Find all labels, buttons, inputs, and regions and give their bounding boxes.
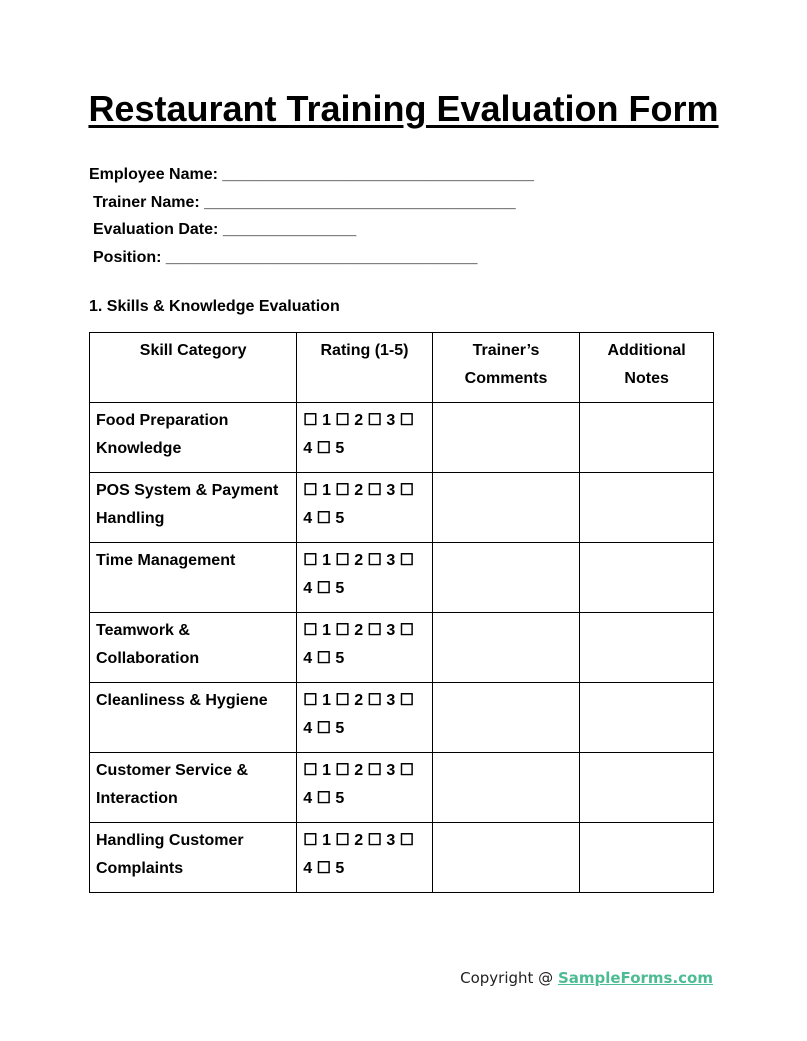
additional-notes-cell[interactable] [580, 543, 714, 613]
additional-notes-cell[interactable] [580, 613, 714, 683]
sampleforms-link[interactable]: SampleForms.com [557, 969, 713, 987]
additional-notes-cell[interactable] [580, 753, 714, 823]
header-trainer-comments: Trainer’s Comments [432, 333, 580, 403]
rating-options-cell[interactable]: ☐ 1 ☐ 2 ☐ 3 ☐ 4 ☐ 5 [297, 683, 432, 753]
skill-category-cell: Teamwork & Collaboration [90, 613, 297, 683]
trainer-comments-cell[interactable] [432, 403, 580, 473]
rating-options-cell[interactable]: ☐ 1 ☐ 2 ☐ 3 ☐ 4 ☐ 5 [297, 613, 432, 683]
header-rating: Rating (1-5) [297, 333, 432, 403]
rating-options-cell[interactable]: ☐ 1 ☐ 2 ☐ 3 ☐ 4 ☐ 5 [297, 823, 432, 893]
trainer-comments-cell[interactable] [432, 823, 580, 893]
field-line: ___________________________________ [204, 193, 516, 211]
table-row [90, 753, 714, 823]
field-label: Evaluation Date: [93, 221, 219, 238]
trainer-comments-cell[interactable] [432, 613, 580, 683]
rating-options-cell[interactable]: ☐ 1 ☐ 2 ☐ 3 ☐ 4 ☐ 5 [297, 543, 432, 613]
header-skill-category: Skill Category [90, 333, 297, 403]
trainer-comments-cell[interactable] [432, 683, 580, 753]
table-header-row [90, 333, 714, 403]
skill-category-cell: Cleanliness & Hygiene [90, 683, 297, 753]
header-additional-notes: Additional Notes [580, 333, 714, 403]
skill-category-cell: Handling Customer Complaints [90, 823, 297, 893]
position-field[interactable] [89, 246, 534, 274]
table-row [90, 823, 714, 893]
skills-evaluation-table [89, 332, 714, 893]
employee-name-field[interactable] [89, 163, 534, 191]
rating-options-cell[interactable]: ☐ 1 ☐ 2 ☐ 3 ☐ 4 ☐ 5 [297, 403, 432, 473]
page-title: Restaurant Training Evaluation Form [88, 88, 719, 129]
table-row [90, 543, 714, 613]
field-line: _______________ [222, 221, 357, 238]
additional-notes-cell[interactable] [580, 473, 714, 543]
rating-options-cell[interactable]: ☐ 1 ☐ 2 ☐ 3 ☐ 4 ☐ 5 [297, 473, 432, 543]
trainer-name-field[interactable] [89, 191, 534, 219]
rating-options-cell[interactable]: ☐ 1 ☐ 2 ☐ 3 ☐ 4 ☐ 5 [297, 753, 432, 823]
table-row [90, 473, 714, 543]
evaluation-date-field[interactable] [89, 218, 534, 246]
copyright-text: Copyright @ [460, 969, 558, 987]
field-line: ___________________________________ [165, 248, 478, 266]
copyright-footer [460, 969, 713, 987]
table-row [90, 683, 714, 753]
employee-info-fields [89, 163, 534, 273]
skill-category-cell: Food Preparation Knowledge [90, 403, 297, 473]
additional-notes-cell[interactable] [580, 823, 714, 893]
field-label: Employee Name: [89, 166, 218, 183]
skill-category-cell: Customer Service & Interaction [90, 753, 297, 823]
table-row [90, 613, 714, 683]
section-heading: 1. Skills & Knowledge Evaluation [89, 298, 340, 315]
additional-notes-cell[interactable] [580, 403, 714, 473]
trainer-comments-cell[interactable] [432, 473, 580, 543]
additional-notes-cell[interactable] [580, 683, 714, 753]
field-label: Position: [93, 248, 162, 266]
skill-category-cell: POS System & Payment Handling [90, 473, 297, 543]
table-row [90, 403, 714, 473]
field-line: ___________________________________ [222, 166, 534, 183]
trainer-comments-cell[interactable] [432, 543, 580, 613]
skill-category-cell: Time Management [90, 543, 297, 613]
trainer-comments-cell[interactable] [432, 753, 580, 823]
field-label: Trainer Name: [93, 193, 200, 211]
